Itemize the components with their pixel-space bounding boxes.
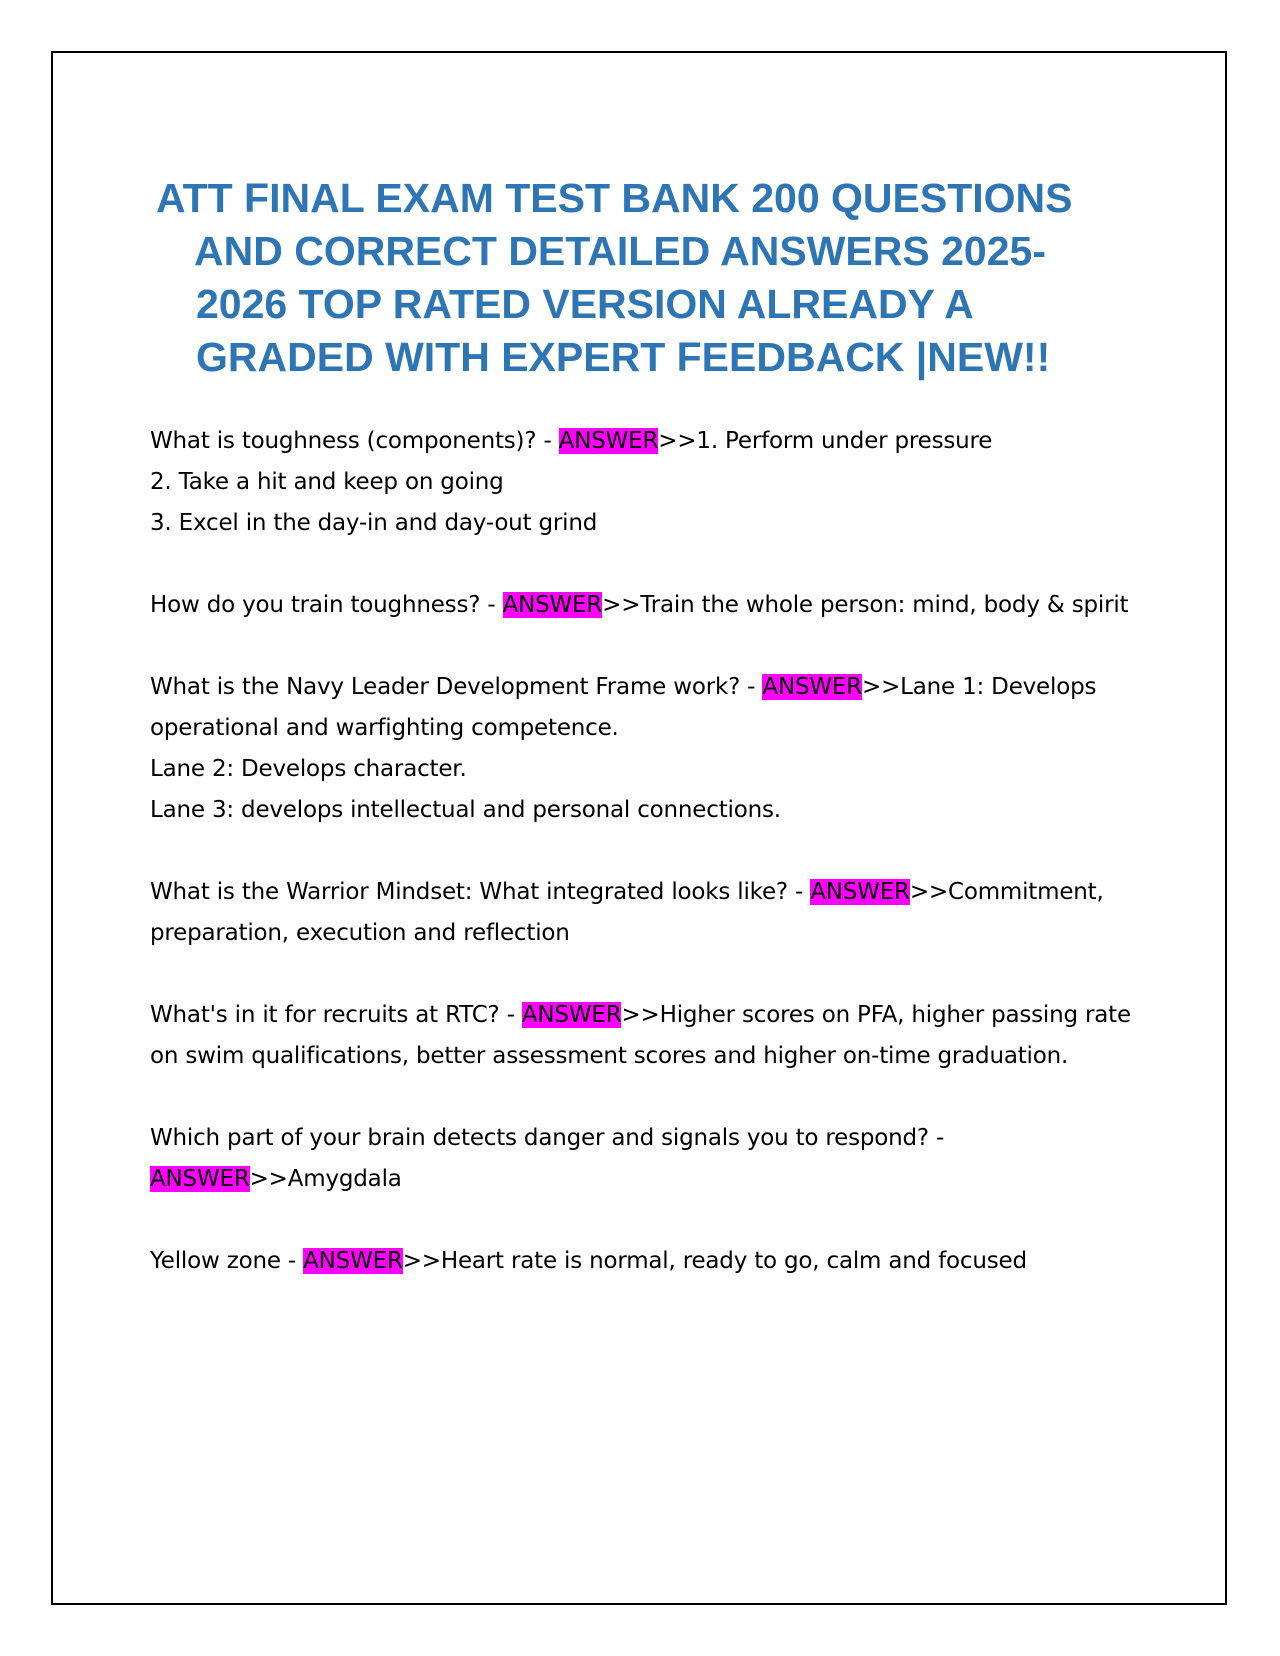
question-line <box>150 667 1150 749</box>
answer-line: Lane 2: Develops character. <box>150 756 467 782</box>
answer-label-highlight: ANSWER <box>521 1002 622 1028</box>
qa-item <box>150 585 1150 626</box>
answer-text: >>Heart rate is normal, ready to go, calm and focused <box>402 1248 1027 1274</box>
answer-text: >>1. Perform under pressure <box>658 428 993 454</box>
answer-line: Lane 3: develops intellectual and personal connections. <box>150 797 781 823</box>
title-line: 2026 TOP RATED VERSION ALREADY A <box>196 281 974 327</box>
question-text: Which part of your brain detects danger and signals you to respond? - <box>150 1125 945 1151</box>
question-line <box>150 421 1150 462</box>
question-line <box>150 995 1150 1077</box>
qa-list <box>150 421 1150 1323</box>
question-line <box>150 872 1150 954</box>
qa-item <box>150 872 1150 954</box>
title-line: AND CORRECT DETAILED ANSWERS 2025- <box>194 228 1046 274</box>
answer-label-highlight: ANSWER <box>502 592 603 618</box>
question-text: What is the Navy Leader Development Frame work? - <box>150 674 763 700</box>
qa-item <box>150 667 1150 831</box>
document-title <box>150 172 1130 384</box>
answer-label-highlight: ANSWER <box>303 1248 403 1274</box>
answer-line: 3. Excel in the day-in and day-out grind <box>150 510 598 536</box>
answer-label-highlight: ANSWER <box>150 1166 250 1192</box>
qa-item <box>150 1118 1150 1200</box>
question-text: What is toughness (components)? - <box>150 428 559 454</box>
question-line <box>150 1241 1150 1282</box>
answer-label-highlight: ANSWER <box>762 674 862 700</box>
question-line <box>150 1118 1150 1200</box>
answer-text: >>Commitment, preparation, execution and reflection <box>150 879 1104 946</box>
answer-text: >>Higher scores on PFA, higher passing rate on swim qualifications, better assessment scores and higher on-time graduation. <box>150 1002 1131 1069</box>
answer-label-highlight: ANSWER <box>558 428 659 454</box>
answer-label-highlight: ANSWER <box>810 879 910 905</box>
qa-item <box>150 995 1150 1077</box>
question-text: What's in it for recruits at RTC? - <box>150 1002 522 1028</box>
title-line: ATT FINAL EXAM TEST BANK 200 QUESTIONS <box>156 175 1073 221</box>
title-line: GRADED WITH EXPERT FEEDBACK |NEW!! <box>196 334 1051 380</box>
qa-item <box>150 421 1150 544</box>
answer-text: >>Train the whole person: mind, body & spirit <box>602 592 1129 618</box>
answer-text: >>Lane 1: Develops operational and warfighting competence. <box>150 674 1097 741</box>
answer-line: 2. Take a hit and keep on going <box>150 469 504 495</box>
answer-text: >>Amygdala <box>249 1166 402 1192</box>
qa-item <box>150 1241 1150 1282</box>
question-text: Yellow zone - <box>150 1248 304 1274</box>
question-text: How do you train toughness? - <box>150 592 503 618</box>
question-line <box>150 585 1150 626</box>
question-text: What is the Warrior Mindset: What integrated looks like? - <box>150 879 811 905</box>
